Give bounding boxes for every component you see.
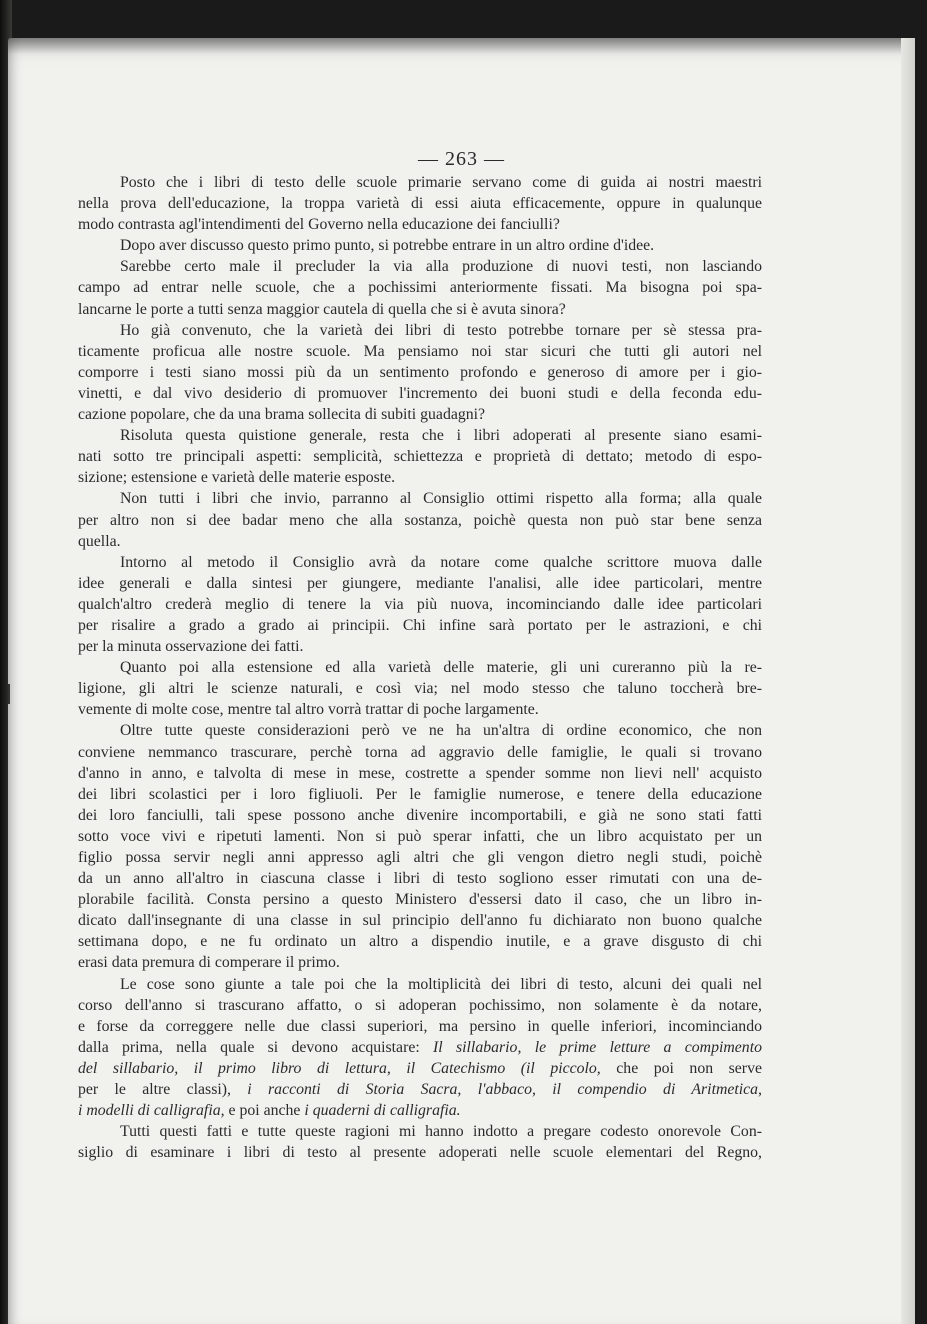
text-run: dalla prima, nella quale si devono acquistare:: [78, 1038, 434, 1056]
text-line: Intorno al metodo il Consiglio avrà da notare come qualche scrittore muova dalle: [120, 553, 762, 571]
paragraph: [78, 974, 762, 1122]
text-line: [78, 1079, 762, 1100]
margin-mark: [8, 684, 16, 704]
text-line: siglio di esaminare i libri di testo al presente adoperati nelle scuole elementari del Regno,: [78, 1144, 762, 1162]
text-line: Le cose sono giunte a tale poi che la moltiplicità dei libri di testo, alcuni dei quali nel: [120, 975, 762, 993]
paragraph: [78, 720, 762, 973]
paragraph: [78, 235, 762, 256]
text-line: campo ad entrar nelle scuole, che a pochissimi anteriormente fissati. Ma bisogna poi spa-: [78, 279, 762, 297]
text-run: per le altre classi),: [78, 1081, 248, 1099]
text-line: Risoluta questa quistione generale, resta che i libri adoperati al presente siano esami-: [120, 427, 762, 445]
text-line: nella prova dell'educazione, la troppa varietà di essi aiuta efficacemente, oppure in qualunque: [78, 195, 762, 213]
paragraph: [78, 320, 762, 425]
text-line: ticamente proficua alle nostre scuole. Ma pensiamo noi star sicuri che tutti gli autori nel: [78, 342, 762, 360]
text-line: settimana dopo, e ne fu ordinato un altro a dispendio inutile, e a grave disgusto di chi: [78, 933, 762, 951]
text-line: erasi data premura di comperare il primo.: [78, 954, 340, 972]
text-line: Sarebbe certo male il precluder la via alla produzione di nuovi testi, non lasciando: [120, 258, 762, 276]
text-line: quella.: [78, 532, 121, 550]
text-run: che poi non serve: [600, 1059, 762, 1077]
paragraph: [78, 1121, 762, 1163]
text-line: per altro non si dee badar meno che alla sostanza, poichè questa non può star bene senza: [78, 511, 762, 529]
text-line: plorabile facilità. Consta persino a questo Ministero d'essersi dato il caso, che un libro in-: [78, 891, 762, 909]
text-line: da un anno all'altro in ciascuna classe i libri di testo sogliono esser rimutati con una de-: [78, 870, 762, 888]
text-line: ligione, gli altri le scienze naturali, e così via; nel modo stesso che taluno toccherà bre-: [78, 680, 762, 698]
italic-run: del sillabario, il primo libro di lettura, il Catechismo (il piccolo,: [78, 1059, 601, 1077]
text-line: d'anno in anno, e talvolta di mese in mese, costrette a spender somme non lievi nell' acquisto: [78, 764, 762, 782]
text-line: Tutti questi fatti e tutte queste ragioni mi hanno indotto a pregare codesto onorevole Con-: [120, 1123, 762, 1141]
text-line: idee generali e dalla sintesi per giungere, mediante l'analisi, alle idee particolari, mentre: [78, 574, 762, 592]
text-line: figlio possa servir negli anni appresso agli altri che gli vengon dietro negli studi, poichè: [78, 849, 762, 866]
text-line: comporre i testi siano mossi più da un sentimento profondo e generoso di amore per i gio-: [78, 363, 762, 381]
text-line: Posto che i libri di testo delle scuole primarie servano come di guida ai nostri maestri: [120, 174, 762, 191]
body-text: [78, 172, 762, 1163]
paragraph: [78, 488, 762, 551]
text-line: [78, 1100, 762, 1121]
paragraph: [78, 172, 762, 235]
text-line: sotto voce vivi e ripetuti lamenti. Non si può sperar infatti, che un libro acquistato per un: [78, 827, 762, 845]
text-line: Non tutti i libri che invio, parranno al Consiglio ottimi rispetto alla forma; alla quale: [120, 490, 762, 508]
text-line: vemente di molte cose, mentre tal altro vorrà trattar di poche largamente.: [78, 701, 539, 719]
italic-run: i racconti di Storia Sacra, l'abbaco, il compendio di Aritmetica,: [247, 1081, 763, 1099]
text-line: dicato dall'insegnante di una classe in sul principio dell'anno fu dichiarato non buono qualche: [78, 912, 762, 930]
text-line: Ho già convenuto, che la varietà dei libri di testo potrebbe tornare per sè stessa pra-: [120, 321, 762, 339]
text-line: per la minuta osservazione dei fatti.: [78, 638, 304, 656]
text-line: [78, 1058, 762, 1079]
text-line: cazione popolare, che da una brama sollecita di subiti guadagni?: [78, 406, 486, 424]
book-page: [8, 38, 915, 1324]
text-line: [78, 1037, 762, 1058]
italic-run: i modelli di calligrafia,: [78, 1102, 225, 1120]
text-line: qualch'altro crederà meglio di tenere la via più nuova, incominciando dalle idee particolari: [78, 595, 762, 613]
italic-run: Il sillabario, le prime letture a compimento: [433, 1038, 762, 1056]
text-line: Dopo aver discusso questo primo punto, si potrebbe entrare in un altro ordine d'idee.: [120, 237, 655, 255]
text-line: e forse da correggere nelle due classi superiori, ma persino in quelle inferiori, incominciando: [78, 1017, 762, 1035]
text-line: corso dell'anno si trascurano affatto, o si adoperan pochissimo, non solamente è da notare,: [78, 996, 762, 1014]
text-line: nati sotto tre principali aspetti: semplicità, schiettezza e proprietà di dettato; metodo di espo-: [78, 448, 762, 466]
text-line: per risalire a grado a grado ai principii. Chi infine sarà portato per le astrazioni, e chi: [78, 616, 762, 634]
text-line: conviene nemmanco trascurare, perchè torna ad aggravio delle famiglie, le quali si trovano: [78, 743, 762, 761]
text-line: dei loro fanciulli, tali spese possono anche divenire incomportabili, e già ne sono stati fatti: [78, 806, 762, 824]
italic-run: i quaderni di calligrafia.: [304, 1102, 461, 1120]
paragraph: [78, 256, 762, 319]
paragraph: [78, 425, 762, 488]
text-line: sizione; estensione e varietà delle materie esposte.: [78, 469, 396, 487]
text-line: lancarne le porte a tutti senza maggior cautela di quella che si è avuta sinora?: [78, 300, 566, 318]
paragraph: [78, 552, 762, 657]
paragraph: [78, 657, 762, 720]
text-line: dei libri scolastici per i loro figliuoli. Per le famiglie numerose, e tenere della educazione: [78, 785, 762, 803]
text-line: modo contrasta agl'intendimenti del Governo nella educazione dei fanciulli?: [78, 216, 560, 234]
page-number: — 263 —: [418, 148, 505, 170]
page-top-shadow: [8, 38, 915, 54]
text-run: e poi anche: [224, 1102, 305, 1120]
text-line: vinetti, e dal vivo desiderio di promuover l'incremento dei buoni studi e della feconda edu-: [78, 384, 762, 402]
page-right-edge: [901, 38, 915, 1324]
text-line: Oltre tutte queste considerazioni però ve ne ha un'altra di ordine economico, che non: [120, 722, 762, 740]
text-line: Quanto poi alla estensione ed alla varietà delle materie, gli uni cureranno più la re-: [120, 659, 762, 677]
